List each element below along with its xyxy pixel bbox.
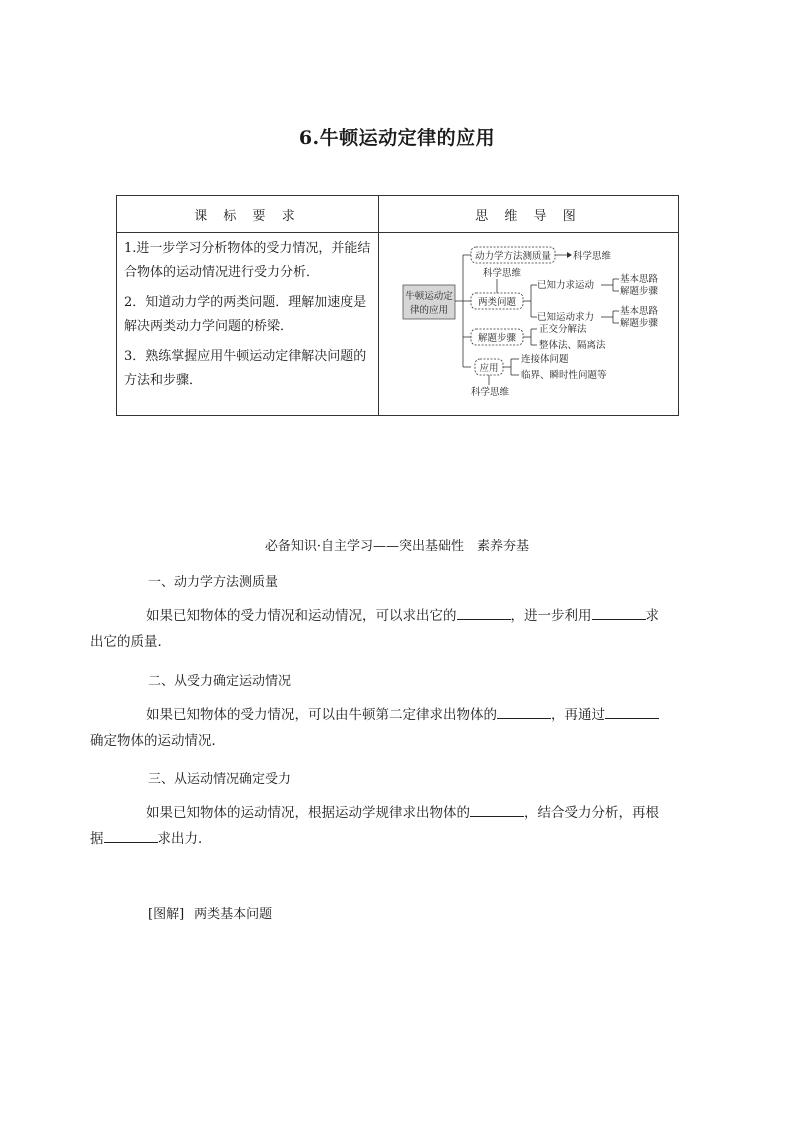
fill-blank-5[interactable] [470,802,524,817]
branch-two-problems-label: 两类问题 [477,297,517,308]
branch-measure-mass-label: 动力学方法测质量 [474,251,552,262]
requirement-2: 2．知道动力学的两类问题．理解加速度是解决两类动力学问题的桥梁． [124,295,367,334]
subsection-title-1: 一、动力学方法测质量 [148,575,279,590]
c2-basic-approach: 基本思路 [620,306,659,317]
p3-text-b: ，结合受力分析，再根 [524,805,659,821]
p2-text-a: 如果已知物体的受力情况，可以由牛顿第二定律求出物体的 [146,707,497,723]
branch-measure-mass-output: 科学思维 [573,251,612,262]
p3-text-a: 如果已知物体的运动情况，根据运动学规律求出物体的 [146,805,470,821]
branch-two-problems-above: 科学思维 [483,268,522,279]
requirements-cell [117,233,379,416]
paragraph-1 [90,603,678,655]
requirement-1: 1.进一步学习分析物体的受力情况，并能结合物体的运动情况进行受力分析． [124,241,371,280]
subsection-title-3: 三、从运动情况确定受力 [148,772,292,787]
paragraph-3 [90,800,678,852]
p1-text-c: 求 [645,608,659,624]
diagram-tag: [图解] [148,907,185,922]
fill-blank-1[interactable] [457,605,511,620]
page-title: 6.牛顿运动定律的应用 [298,127,496,149]
branch-application-below: 科学思维 [471,387,510,398]
mind-map-diagram [379,233,679,415]
fill-blank-4[interactable] [605,704,659,719]
branch-solving-steps-label: 解题步骤 [477,333,517,344]
c1-basic-approach: 基本思路 [620,274,659,285]
known-force-find-motion: 已知力求运动 [537,280,595,291]
fill-blank-3[interactable] [497,704,551,719]
known-motion-find-force: 已知运动求力 [537,312,595,323]
section-heading: 必备知识·自主学习——突出基础性 素养夯基 [264,539,530,554]
p3-text-line2b: 求出力． [157,831,212,847]
critical-instant-problem: 临界、瞬时性问题等 [521,370,607,381]
header-curriculum-requirements: 课 标 要 求 [117,196,379,233]
p1-text-line2: 出它的质量． [90,634,171,650]
requirement-3: 3．熟练掌握应用牛顿运动定律解决问题的方法和步骤． [124,349,367,388]
header-mind-map: 思 维 导 图 [379,196,679,233]
paragraph-2 [90,702,678,754]
mind-map-cell [379,233,679,416]
p1-text-b: ，进一步利用 [510,608,592,624]
c2-solution-steps: 解题步骤 [620,318,659,329]
diagram-title: 两类基本问题 [194,907,273,922]
whole-isolation-method: 整体法、隔离法 [539,340,606,351]
diagram-caption [148,903,272,922]
orthogonal-decomposition: 正交分解法 [539,324,587,335]
root-label-line2: 律的应用 [409,305,449,316]
c1-solution-steps: 解题步骤 [620,286,659,297]
p3-text-line2a: 据 [90,831,104,847]
p2-text-b: ，再通过 [551,707,605,723]
subsection-title-2: 二、从受力确定运动情况 [148,674,292,689]
p1-text-a: 如果已知物体的受力情况和运动情况，可以求出它的 [146,608,457,624]
fill-blank-2[interactable] [592,605,646,620]
p2-text-line2: 确定物体的运动情况． [90,733,225,749]
fill-blank-6[interactable] [104,828,158,843]
root-label-line1: 牛顿运动定 [405,291,453,302]
branch-application-label: 应用 [479,363,499,374]
connected-body-problem: 连接体问题 [521,354,569,365]
requirements-table [116,195,679,416]
